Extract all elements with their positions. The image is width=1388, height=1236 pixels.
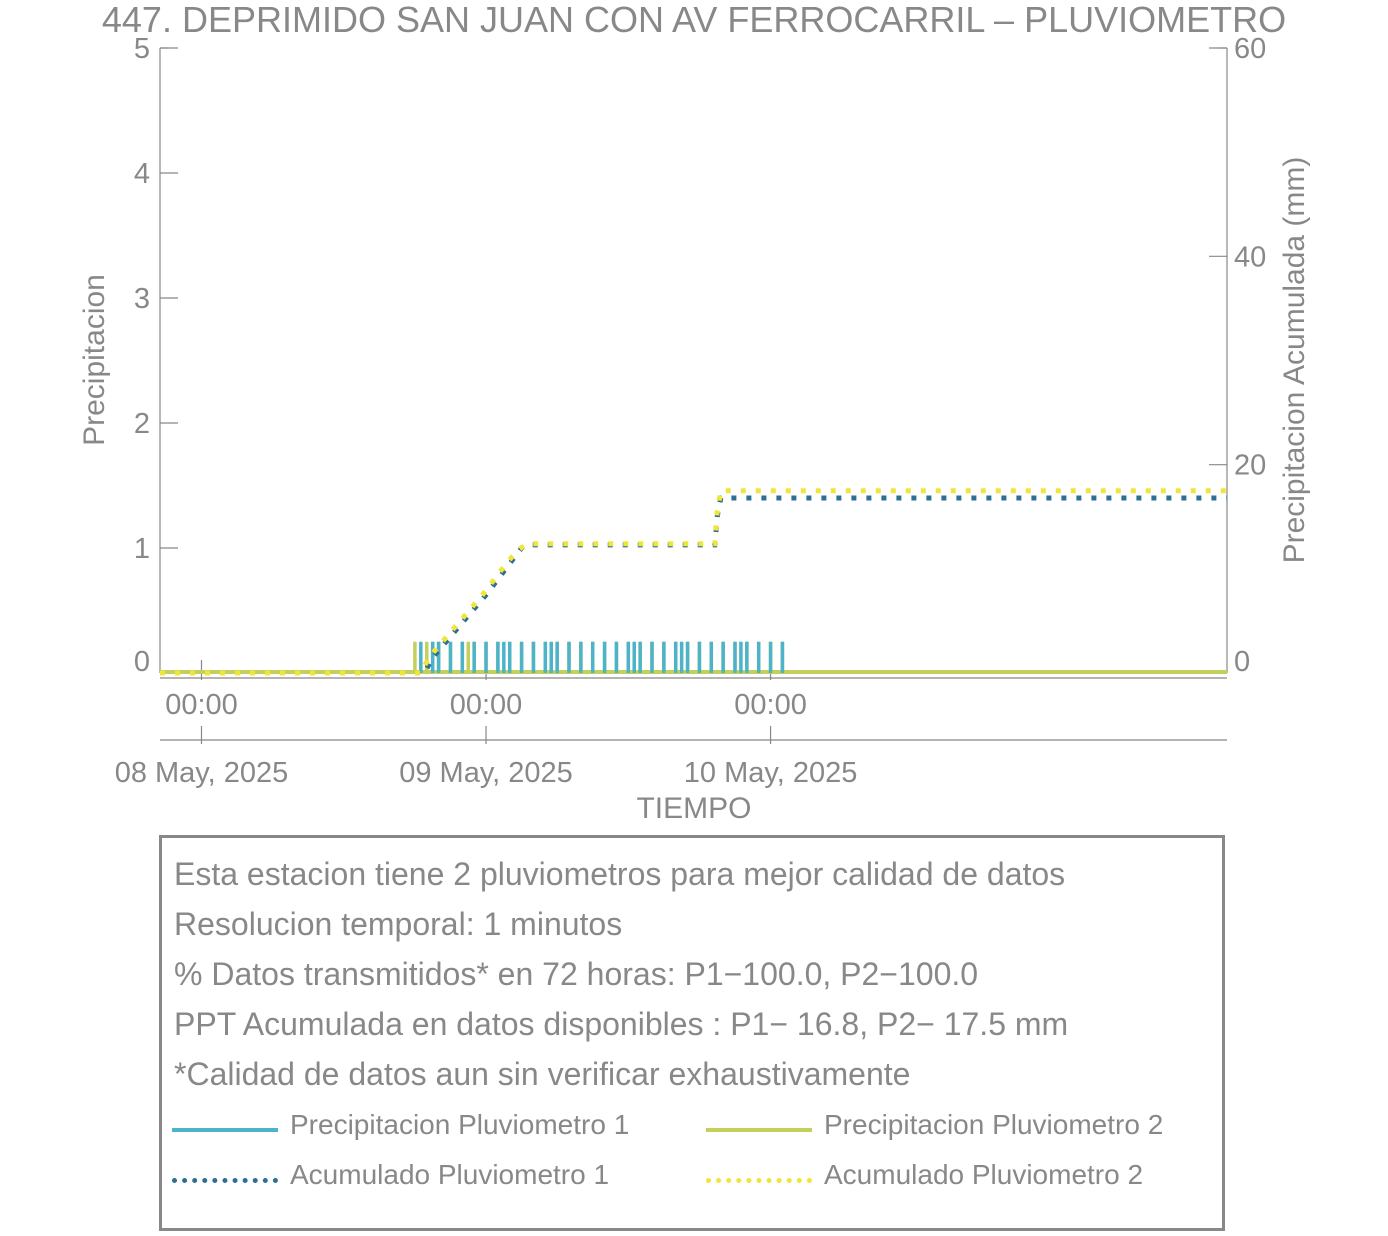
p1-bar <box>502 642 506 673</box>
p1-bar <box>680 642 684 673</box>
p1-bar <box>603 642 607 673</box>
p1-bar <box>508 642 512 673</box>
x-tick-time-label: 00:00 <box>165 689 238 721</box>
p1-bar <box>615 642 619 673</box>
p1-bar <box>733 642 737 673</box>
legend-item <box>706 1109 1206 1149</box>
p1-bar <box>431 642 435 673</box>
p1-bar <box>686 642 690 673</box>
legend-swatch-a2 <box>706 1178 812 1183</box>
legend-swatch-a1 <box>172 1178 278 1183</box>
legend-item <box>172 1109 672 1149</box>
p1-bar <box>650 642 654 673</box>
p1-bar <box>437 642 441 673</box>
p1-bar <box>698 642 702 673</box>
x-tick-time-label: 00:00 <box>734 689 807 721</box>
y-tick-label: 0 <box>133 646 150 678</box>
p1-bar <box>674 642 678 673</box>
y-tick-label: 4 <box>133 158 150 190</box>
p1-bar <box>757 642 761 673</box>
a2-line <box>160 491 1227 673</box>
x-tick-date-label: 10 May, 2025 <box>683 757 858 789</box>
legend-swatch-p2 <box>706 1128 812 1132</box>
p1-bar <box>549 642 553 673</box>
p1-bar <box>739 642 743 673</box>
p1-bar <box>449 642 453 673</box>
y2-tick-label: 20 <box>1234 449 1267 482</box>
y2-tick-label: 0 <box>1234 646 1251 678</box>
p1-bar <box>419 642 423 673</box>
p1-bar <box>591 642 595 673</box>
legend-item <box>172 1159 672 1199</box>
x-axis-title: TIEMPO <box>636 792 752 825</box>
legend-label: Acumulado Pluviometro 2 <box>824 1159 1144 1190</box>
p1-bar <box>638 642 642 673</box>
info-box <box>159 835 1225 1231</box>
x-tick-time-label: 00:00 <box>449 689 523 721</box>
y2-tick-label: 40 <box>1234 241 1267 274</box>
p1-bar <box>662 642 666 673</box>
y-tick-label: 5 <box>133 33 150 65</box>
p1-bar <box>745 642 749 673</box>
chart-title: 447. DEPRIMIDO SAN JUAN CON AV FERROCARRIL – PLUVIOMETRO <box>101 0 1287 40</box>
note-line: *Calidad de datos aun sin verificar exhaustivamente <box>174 1056 911 1092</box>
p1-bar <box>461 642 465 673</box>
p1-bar <box>544 642 548 673</box>
legend-label: Precipitacion Pluviometro 1 <box>290 1109 630 1140</box>
p1-bar <box>520 642 524 673</box>
legend-label: Precipitacion Pluviometro 2 <box>824 1109 1164 1140</box>
p1-bar <box>632 642 636 673</box>
legend-label: Acumulado Pluviometro 1 <box>290 1159 610 1190</box>
y-tick-label: 2 <box>133 408 150 440</box>
p2-bar <box>466 642 470 673</box>
y-tick-label: 3 <box>133 283 150 315</box>
p1-bar <box>496 642 500 673</box>
note-line: Resolucion temporal: 1 minutos <box>174 906 623 942</box>
p1-bar <box>579 642 583 673</box>
p1-bar <box>781 642 785 673</box>
note-line: PPT Acumulada en datos disponibles : P1− 16.8, P2− 17.5 mm <box>174 1006 1069 1042</box>
legend-swatch-p1 <box>172 1128 278 1132</box>
legend-item <box>706 1159 1206 1199</box>
p1-bar <box>721 642 725 673</box>
p2-bar <box>413 642 417 673</box>
x-tick-date-label: 09 May, 2025 <box>399 757 573 789</box>
note-line: % Datos transmitidos* en 72 horas: P1−100.0, P2−100.0 <box>174 956 979 992</box>
p1-bar <box>472 642 476 673</box>
x-tick-date-label: 08 May, 2025 <box>114 757 289 789</box>
y-axis-title: Precipitacion <box>78 274 111 446</box>
y-tick-label: 1 <box>133 533 150 565</box>
p1-bar <box>627 642 631 673</box>
note-line: Esta estacion tiene 2 pluviometros para mejor calidad de datos <box>174 856 1066 892</box>
p1-bar <box>710 642 714 673</box>
p1-bar <box>532 642 536 673</box>
a1-line <box>160 498 1227 673</box>
y2-axis-title: Precipitacion Acumulada (mm) <box>1278 156 1311 564</box>
y2-tick-label: 60 <box>1234 33 1267 65</box>
p1-bar <box>769 642 773 673</box>
p1-bar <box>555 642 559 673</box>
p1-bar <box>484 642 488 673</box>
p1-bar <box>567 642 571 673</box>
